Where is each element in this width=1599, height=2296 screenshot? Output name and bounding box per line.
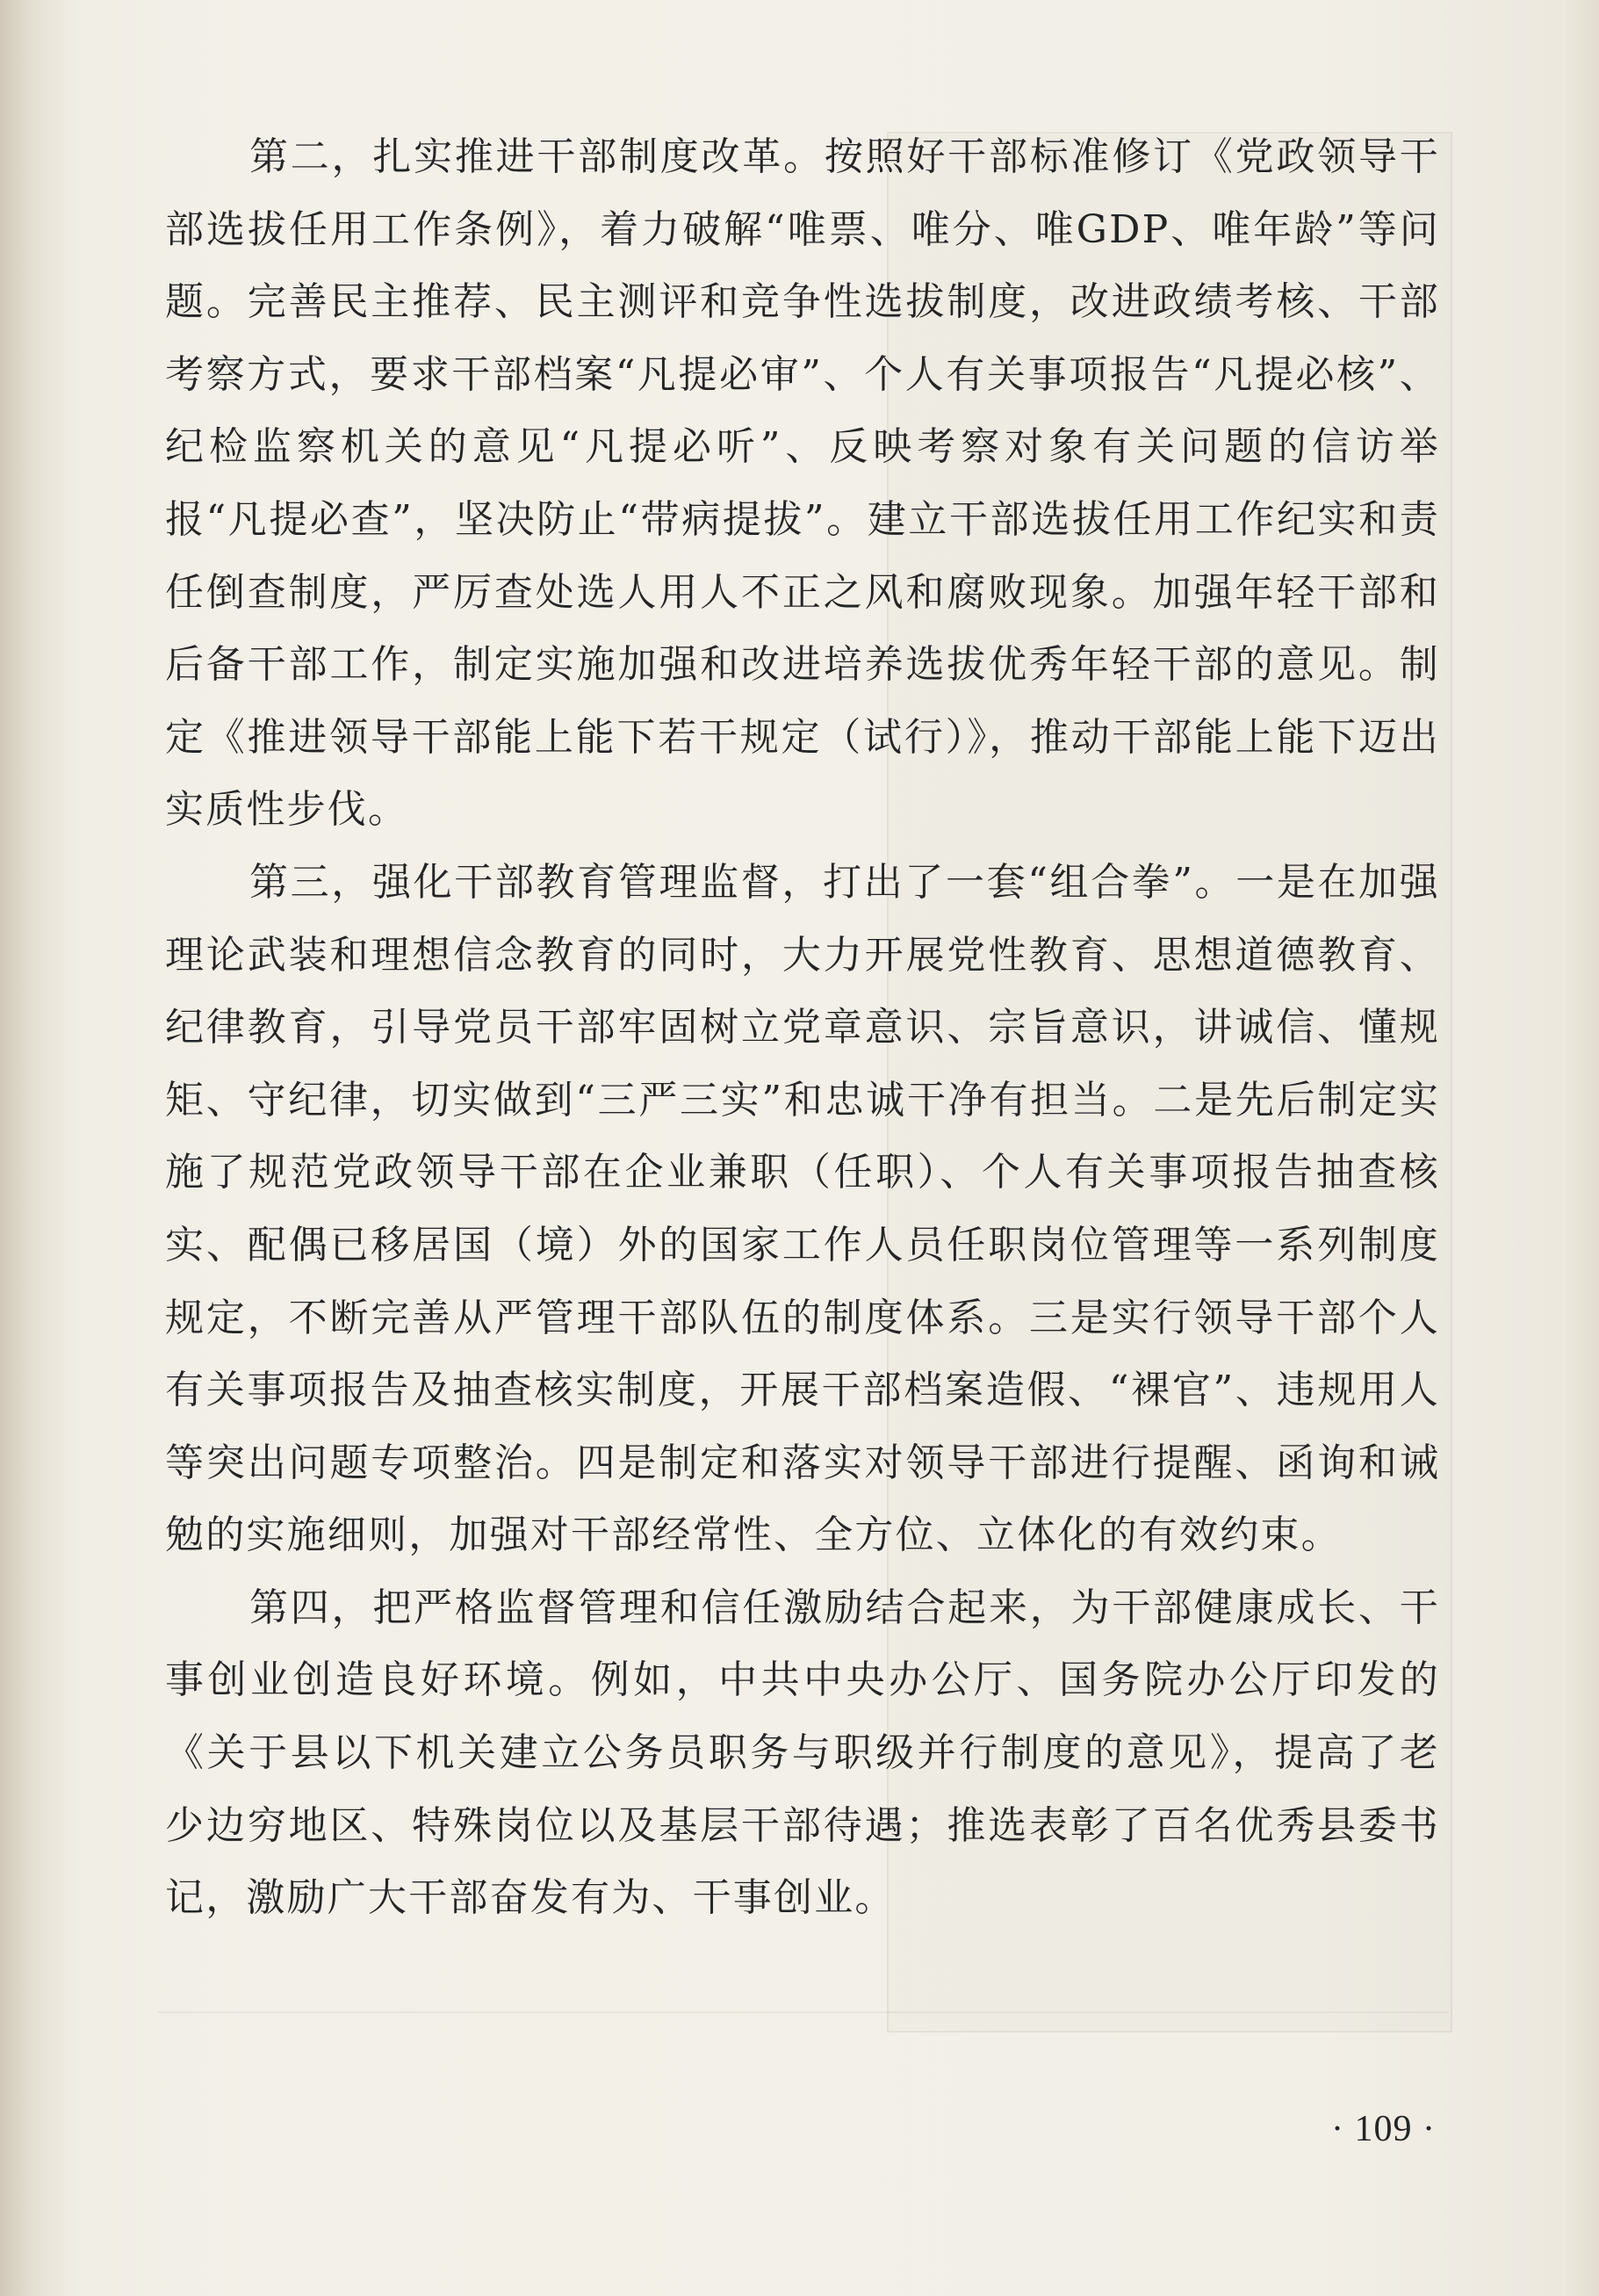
- bleed-through-line: [158, 2011, 1449, 2013]
- page-number: · 109 ·: [1331, 2109, 1436, 2149]
- paragraph-education-supervision: 第三，强化干部教育管理监督，打出了一套“组合拳”。一是在加强理论武装和理想信念教育的同时，大力开展党性教育、思想道德教育、纪律教育，引导党员干部牢固树立党章意识、宗旨意识，讲诚信、懂规矩、守纪律，切实做到“三严三实”和忠诚干净有担当。二是先后制定实施了规范党政领导干部在企业兼职（任职）、个人有关事项报告抽查核实、配偶已移居国（境）外的国家工作人员任职岗位管理等一系列制度规定，不断完善从严管理干部队伍的制度体系。三是实行领导干部个人有关事项报告及抽查核实制度，开展干部档案造假、“裸官”、违规用人等突出问题专项整治。四是制定和落实对领导干部进行提醒、函询和诫勉的实施细则，加强对干部经常性、全方位、立体化的有效约束。: [165, 859, 1440, 1558]
- body-text: [165, 121, 1440, 1935]
- paragraph-cadre-system-reform: 第二，扎实推进干部制度改革。按照好干部标准修订《党政领导干部选拔任用工作条例》，着力破解“唯票、唯分、唯GDP、唯年龄”等问题。完善民主推荐、民主测评和竞争性选拔制度，改进政绩考核、干部考察方式，要求干部档案“凡提必审”、个人有关事项报告“凡提必核”、纪检监察机关的意见“凡提必听”、反映考察对象有关问题的信访举报“凡提必查”，坚决防止“带病提拔”。建立干部选拔任用工作纪实和责任倒查制度，严厉查处选人用人不正之风和腐败现象。加强年轻干部和后备干部工作，制定实施加强和改进培养选拔优秀年轻干部的意见。制定《推进领导干部能上能下若干规定（试行）》，推动干部能上能下迈出实质性步伐。: [165, 134, 1440, 833]
- paragraph-supervision-incentive: 第四，把严格监督管理和信任激励结合起来，为干部健康成长、干事创业创造良好环境。例如，中共中央办公厅、国务院办公厅印发的《关于县以下机关建立公务员职务与职级并行制度的意见》，提高了老少边穷地区、特殊岗位以及基层干部待遇；推选表彰了百名优秀县委书记，激励广大干部奋发有为、干事创业。: [165, 1585, 1440, 1921]
